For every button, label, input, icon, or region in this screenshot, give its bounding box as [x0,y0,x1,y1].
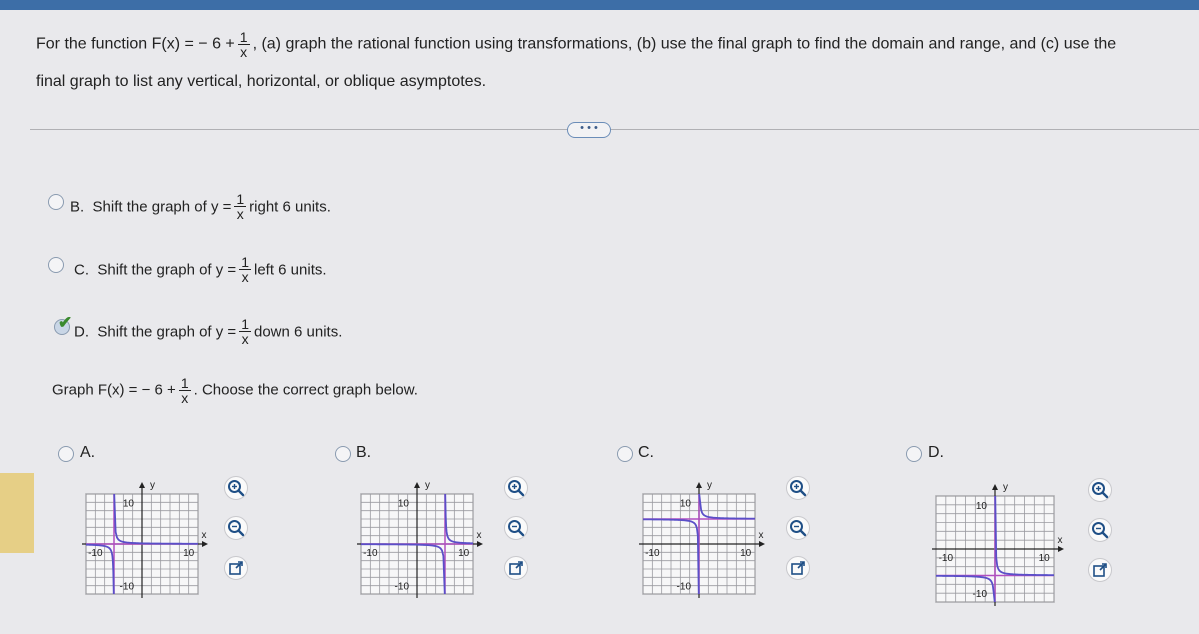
axis-label-y: y [707,480,712,491]
y-axis-arrow [696,482,702,488]
option-pre: Shift the graph of y = [97,323,237,341]
option-label [70,193,331,222]
tick-label-right: 10 [1038,553,1050,564]
tick-label-bottom: -10 [676,581,691,593]
graph-choice-letter: C. [638,444,654,461]
transform-option-c[interactable] [48,248,388,285]
graph-prompt-fraction [179,376,191,405]
option-fraction [234,192,246,221]
question-line-2: final graph to list any vertical, horizontal, or oblique asymptotes. [36,73,487,90]
graph-choice-b[interactable] [337,470,497,618]
option-letter: C. [74,261,89,279]
popout-button[interactable] [224,556,248,580]
option-pre: Shift the graph of y = [92,198,232,216]
question-prefix: For the function F(x) = − 6 + [36,35,235,53]
graph-choice-radio-a[interactable] [58,446,74,462]
tick-label-top: 10 [122,498,134,510]
axis-label-y: y [150,480,155,491]
tick-label-right: 10 [458,548,470,559]
option-post: down 6 units. [253,323,343,341]
fraction-numerator: 1 [241,316,249,332]
question-suffix: , (a) graph the rational function using transformations, (b) use the final graph to find the domain and range, and (c) use the [252,35,1117,53]
tick-label-left: -10 [363,548,378,559]
question-line-1 [36,30,1199,59]
zoom-out-button[interactable] [1088,518,1112,542]
axis-label-x: x [1057,535,1063,546]
zoom-in-button[interactable] [224,476,248,500]
fraction-denominator: x [181,390,189,406]
option-post: right 6 units. [249,198,331,216]
popout-icon [787,557,809,579]
top-bar [0,0,1199,10]
axis-label-y: y [425,480,430,491]
tick-label-bottom: -10 [119,581,134,593]
option-fraction [239,317,251,346]
x-axis-arrow [1058,546,1064,552]
popout-button[interactable] [1088,558,1112,582]
tick-label-bottom: -10 [972,589,987,601]
graph-choice-radio-c[interactable] [617,446,633,462]
zoom-out-icon [505,517,527,539]
tick-label-right: 10 [740,548,752,559]
radio-button[interactable] [48,194,64,210]
fraction-denominator: x [241,331,249,347]
divider [30,129,1199,130]
option-pre: Shift the graph of y = [97,261,237,279]
fraction-denominator: x [240,44,248,60]
tick-label-bottom: -10 [394,581,409,593]
popout-icon [505,557,527,579]
zoom-out-icon [1089,519,1111,541]
graph-choice-letter: D. [928,444,944,461]
zoom-in-icon [505,477,527,499]
zoom-out-button[interactable] [786,516,810,540]
fraction-numerator: 1 [241,254,249,270]
tick-label-left: -10 [88,548,103,559]
x-axis-arrow [202,541,208,547]
transform-option-b[interactable] [48,185,388,222]
axis-label-y: y [1003,482,1008,493]
option-fraction [239,255,251,284]
x-axis-arrow [477,541,483,547]
x-axis-arrow [759,541,765,547]
y-axis-arrow [139,482,145,488]
transform-option-d[interactable] [48,310,388,347]
axis-label-x: x [476,530,482,541]
tick-label-top: 10 [679,498,691,510]
popout-icon [225,557,247,579]
popout-icon [1089,559,1111,581]
graph-prompt [52,376,418,405]
option-post: left 6 units. [253,261,327,279]
popout-button[interactable] [504,556,528,580]
tick-label-top: 10 [975,500,987,512]
zoom-in-button[interactable] [786,476,810,500]
tick-label-right: 10 [183,548,195,559]
fraction-numerator: 1 [239,29,248,45]
graph-prompt-post: . Choose the correct graph below. [193,381,418,399]
graph-choice-letter: A. [80,444,96,461]
y-axis-arrow [992,484,998,490]
zoom-in-button[interactable] [1088,478,1112,502]
zoom-out-icon [225,517,247,539]
axis-label-x: x [758,530,764,541]
side-tab [0,473,34,553]
fraction-numerator: 1 [236,191,245,207]
graph-choice-d[interactable] [912,472,1078,626]
fraction-numerator: 1 [180,375,189,391]
zoom-in-icon [1089,479,1111,501]
zoom-out-button[interactable] [504,516,528,540]
graph-choice-letter: B. [356,444,372,461]
graph-choice-c[interactable] [619,470,779,618]
zoom-in-button[interactable] [504,476,528,500]
axis-label-x: x [201,530,207,541]
graph-prompt-pre: Graph F(x) = − 6 + [52,381,176,399]
question-fraction [238,30,250,59]
zoom-out-button[interactable] [224,516,248,540]
graph-choice-radio-b[interactable] [335,446,351,462]
option-label [74,318,342,347]
zoom-in-icon [225,477,247,499]
fraction-denominator: x [241,269,249,285]
option-letter: B. [70,198,85,216]
fraction-denominator: x [236,206,244,222]
zoom-in-icon [787,477,809,499]
graph-choice-radio-d[interactable] [906,446,922,462]
radio-button[interactable] [48,257,64,273]
tick-label-left: -10 [645,548,660,559]
zoom-out-icon [787,517,809,539]
tick-label-left: -10 [938,553,954,564]
y-axis-arrow [414,482,420,488]
graph-choice-a[interactable] [62,470,222,618]
popout-button[interactable] [786,556,810,580]
more-button[interactable]: • • • [567,122,611,138]
option-label [74,256,327,285]
checkmark-icon: ✔ [58,313,73,332]
tick-label-top: 10 [397,498,409,510]
option-letter: D. [74,323,89,341]
